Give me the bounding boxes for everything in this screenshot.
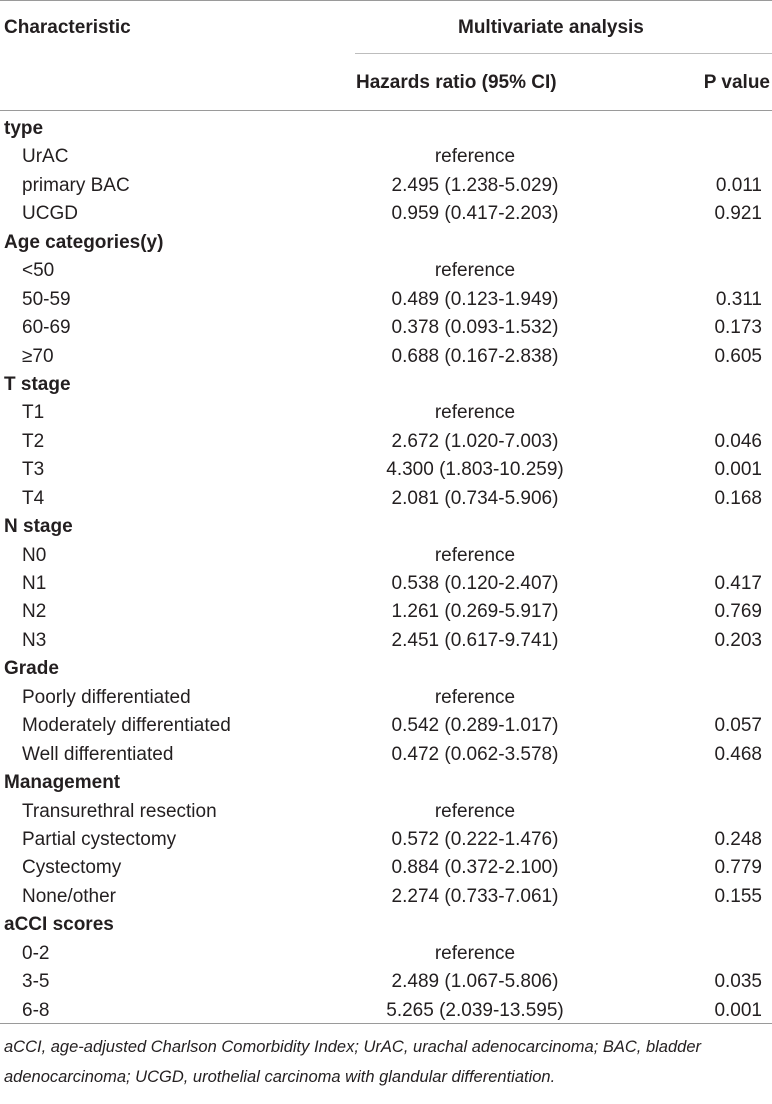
hazards-ratio-cell: 0.572 (0.222-1.476) (391, 828, 559, 850)
hazards-ratio-cell: 0.884 (0.372-2.100) (391, 857, 559, 879)
header-multivariate-analysis: Multivariate analysis (458, 17, 644, 38)
p-value-cell: 0.001 (714, 999, 762, 1021)
row-label: Partial cystectomy (22, 828, 177, 850)
row-label: 60-69 (22, 317, 71, 339)
p-value-cell: 0.468 (714, 743, 762, 765)
p-value-cell: 0.779 (714, 857, 762, 879)
row-label: N2 (22, 601, 47, 623)
table-row (0, 570, 772, 598)
hazards-ratio-cell: reference (434, 146, 516, 168)
table-row (0, 741, 772, 769)
table-row (0, 143, 772, 171)
row-label: Cystectomy (22, 857, 122, 879)
section-header-row (0, 769, 772, 797)
table-row (0, 968, 772, 996)
section-label: aCCI scores (4, 914, 114, 936)
table-row (0, 428, 772, 456)
row-label: T4 (22, 487, 45, 509)
section-header-row (0, 229, 772, 257)
row-label: Transurethral resection (22, 800, 217, 822)
section-header-row (0, 371, 772, 399)
hazards-ratio-cell: 0.688 (0.167-2.838) (391, 345, 559, 367)
p-value-cell: 0.001 (714, 459, 762, 481)
table-row (0, 399, 772, 427)
p-value-cell: 0.057 (714, 715, 762, 737)
hazards-ratio-cell: reference (434, 544, 516, 566)
table-row (0, 542, 772, 570)
hazards-ratio-cell: reference (434, 942, 516, 964)
table-row (0, 485, 772, 513)
section-label: type (4, 118, 44, 139)
section-label: Age categories(y) (4, 231, 164, 253)
row-label: N1 (22, 573, 47, 594)
hazards-ratio-cell: 4.300 (1.803-10.259) (386, 459, 564, 481)
header-subrule (355, 53, 772, 54)
row-label: None/other (22, 885, 117, 907)
table-row (0, 940, 772, 968)
row-label: Well differentiated (22, 743, 174, 765)
p-value-cell: 0.011 (715, 174, 762, 196)
hazards-ratio-cell: 0.542 (0.289-1.017) (391, 715, 559, 737)
p-value-cell: 0.769 (714, 601, 762, 623)
row-label: primary BAC (22, 174, 130, 196)
hazards-ratio-cell: reference (434, 260, 516, 282)
section-header-row (0, 115, 772, 143)
table-row (0, 854, 772, 882)
p-value-cell: 0.921 (714, 203, 762, 225)
hazards-ratio-cell: reference (434, 800, 516, 822)
header-hazards-ratio: Hazards ratio (95% CI) (356, 72, 557, 93)
table-row (0, 314, 772, 342)
table-row (0, 997, 772, 1025)
hazards-ratio-cell: reference (434, 402, 516, 424)
row-label: T2 (22, 430, 45, 452)
row-label: 50-59 (22, 288, 71, 310)
row-label: <50 (22, 260, 55, 282)
table-row (0, 200, 772, 228)
table-row (0, 712, 772, 740)
row-label: T1 (22, 402, 45, 424)
hazards-ratio-cell: 0.472 (0.062-3.578) (391, 743, 559, 765)
table-row (0, 883, 772, 911)
hazards-ratio-cell: 0.538 (0.120-2.407) (391, 573, 559, 594)
section-header-row (0, 655, 772, 683)
p-value-cell: 0.417 (714, 573, 762, 594)
section-label: N stage (4, 516, 73, 538)
section-header-row (0, 911, 772, 939)
row-label: UCGD (22, 203, 78, 225)
table-row (0, 826, 772, 854)
hazards-ratio-cell: 2.495 (1.238-5.029) (391, 174, 559, 196)
row-label: Moderately differentiated (22, 715, 231, 737)
hazards-ratio-cell: reference (434, 686, 516, 708)
table-row (0, 343, 772, 371)
hazards-ratio-cell: 0.489 (0.123-1.949) (391, 288, 559, 310)
top-rule (0, 0, 772, 1)
row-label: ≥70 (22, 345, 54, 367)
hazards-ratio-cell: 5.265 (2.039-13.595) (386, 999, 564, 1021)
header-characteristic: Characteristic (4, 17, 131, 38)
p-value-cell: 0.311 (715, 288, 762, 310)
bottom-rule (0, 1023, 772, 1024)
row-label: 0-2 (22, 942, 50, 964)
section-label: Grade (4, 658, 59, 680)
section-label: Management (4, 772, 121, 794)
p-value-cell: 0.168 (714, 487, 762, 509)
table-row (0, 684, 772, 712)
hazards-ratio-cell: 2.672 (1.020-7.003) (391, 430, 559, 452)
table-footnote: aCCI, age-adjusted Charlson Comorbidity Index; UrAC, urachal adenocarcinoma; BAC, bladder adenocarcinoma; UCGD, urothelial carcinoma with glandular differentiation. (4, 1038, 702, 1086)
table-row (0, 456, 772, 484)
table-row (0, 257, 772, 285)
table-body (0, 115, 772, 1025)
header-bottom-rule (0, 110, 772, 111)
p-value-cell: 0.248 (714, 828, 762, 850)
row-label: T3 (22, 459, 45, 481)
table-row (0, 172, 772, 200)
hazards-ratio-cell: 0.959 (0.417-2.203) (391, 203, 559, 225)
p-value-cell: 0.035 (714, 971, 762, 993)
hazards-ratio-cell: 1.261 (0.269-5.917) (391, 601, 559, 623)
p-value-cell: 0.203 (714, 629, 762, 651)
p-value-cell: 0.173 (714, 317, 762, 339)
row-label: N3 (22, 629, 47, 651)
hazards-ratio-cell: 0.378 (0.093-1.532) (391, 317, 559, 339)
header-p-value: P value (703, 72, 770, 93)
row-label: N0 (22, 544, 47, 566)
table-row (0, 798, 772, 826)
row-label: Poorly differentiated (22, 686, 191, 708)
hazards-ratio-cell: 2.451 (0.617-9.741) (391, 629, 559, 651)
row-label: 6-8 (22, 999, 50, 1021)
section-label: T stage (4, 373, 71, 395)
p-value-cell: 0.155 (714, 885, 762, 907)
hazards-ratio-cell: 2.489 (1.067-5.806) (391, 971, 559, 993)
table-row (0, 286, 772, 314)
row-label: UrAC (22, 146, 69, 168)
p-value-cell: 0.605 (714, 345, 762, 367)
hazards-ratio-cell: 2.081 (0.734-5.906) (391, 487, 559, 509)
hazards-ratio-cell: 2.274 (0.733-7.061) (391, 885, 559, 907)
p-value-cell: 0.046 (714, 430, 762, 452)
table-row (0, 598, 772, 626)
row-label: 3-5 (22, 971, 50, 993)
section-header-row (0, 513, 772, 541)
table-row (0, 627, 772, 655)
